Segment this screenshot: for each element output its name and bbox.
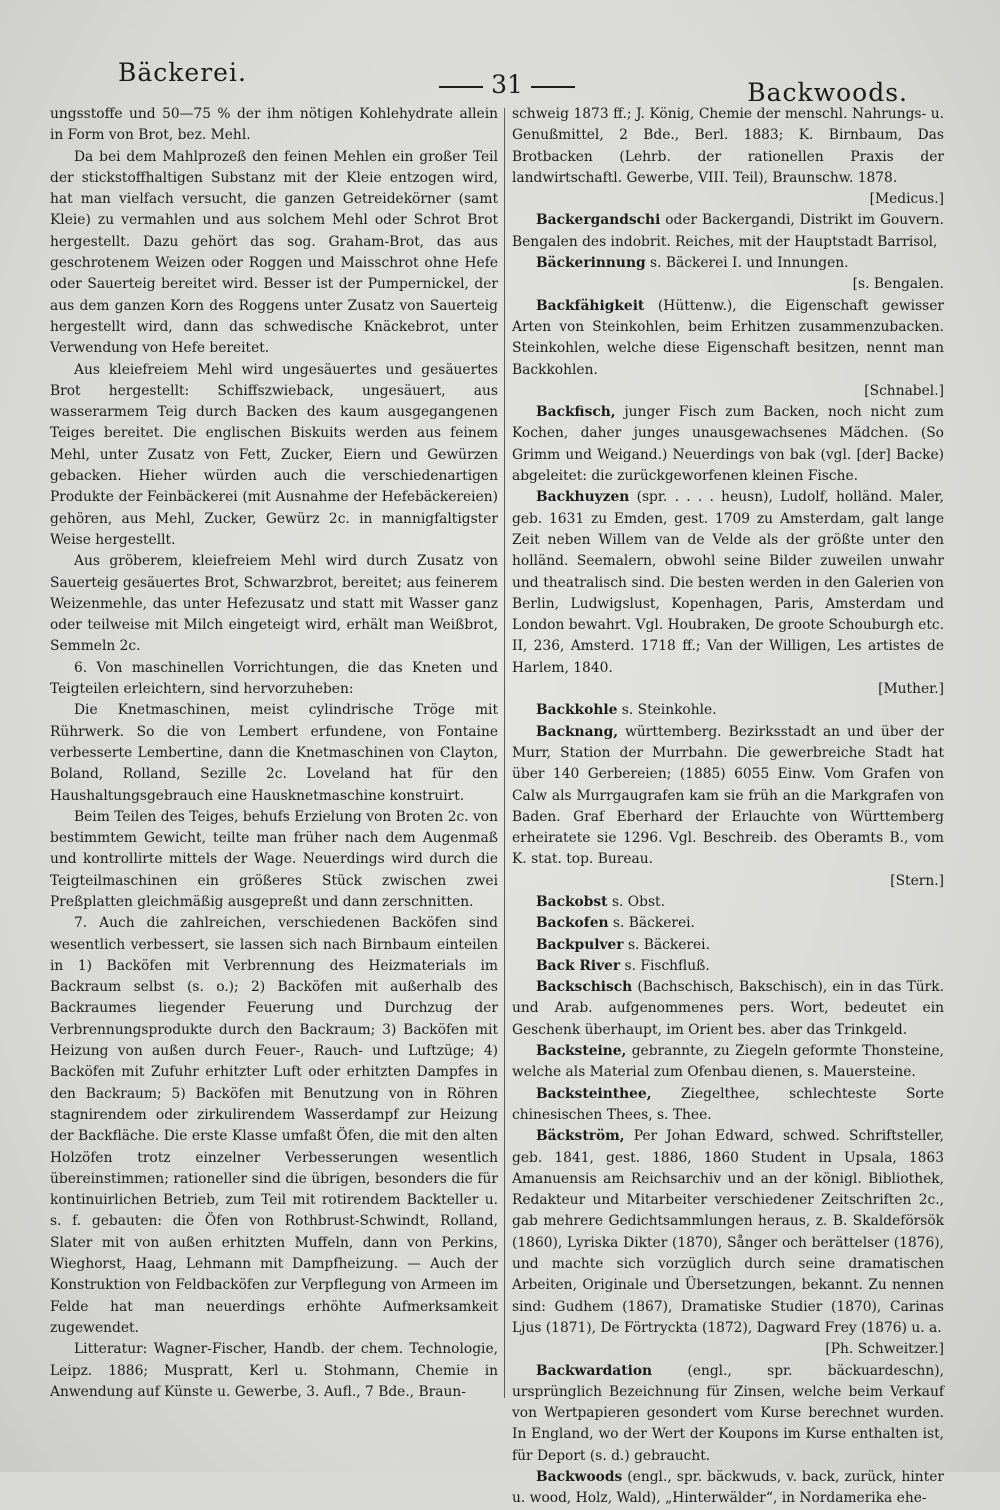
left-paragraph: Beim Teilen des Teiges, behufs Erzielung von Broten 2c. von bestimmtem Gewicht, teilte man früher nach dem Augenmaß und kontrollirte mittels der Wage. Neuerdings wird durch die Teigteilmaschinen ein größeres Stück zwischen zwei Preßplatten gleichmäßig ausgepreßt und dann zerschnitten. xyxy=(50,808,498,910)
entry-text: (engl., spr. bäckuardeschn), ursprünglich Bezeichnung für Zinsen, welche beim Verkauf von Wertpapieren gesondert vom Kurse berechnet wurden. In England, wo der Wert der Koupons im Kurse enthalten ist, für Deport (s. d.) gebraucht. xyxy=(512,1362,944,1464)
page-number: 31 xyxy=(491,70,523,99)
running-head-right: Backwoods. xyxy=(747,78,908,107)
entry-headword: Backsteine, xyxy=(536,1043,627,1060)
page-number-rule-left xyxy=(439,86,483,88)
entry-headword: Backhuyzen xyxy=(536,489,630,506)
lexicon-entry xyxy=(512,977,944,1041)
lexicon-entry xyxy=(512,700,944,721)
entry-author-signature: [Muther.] xyxy=(878,681,944,698)
entry-headword: Backergandschi xyxy=(536,212,661,229)
entry-text: s. Bäckerei I. und Innungen. xyxy=(650,255,849,272)
lexicon-entry xyxy=(512,1084,944,1127)
left-paragraph: Die Knetmaschinen, meist cylindrische Tröge mit Rührwerk. So die von Lembert erfundene, von Fontaine verbesserte Lembertine, dann die Knetmaschinen von Clayton, Boland, Rolland, Sezille 2c. Loveland hat für den Haushaltungsgebrauch eine Hausknetmaschine konstruirt. xyxy=(50,702,498,804)
entry-text: s. Bäckerei. xyxy=(612,915,695,932)
entry-text: s. Fischfluß. xyxy=(624,957,710,974)
lexicon-entry xyxy=(512,722,944,892)
entry-headword: Back River xyxy=(536,957,621,974)
right-column xyxy=(512,104,944,1510)
entry-headword: Bäckerinnung xyxy=(536,255,646,272)
left-paragraph: 6. Von maschinellen Vorrichtungen, die das Kneten und Teigteilen erleichtern, sind hervorzuheben: xyxy=(50,659,498,698)
left-paragraph: ungsstoffe und 50—75 % der ihm nötigen Kohlehydrate allein in Form von Brot, bez. Mehl. xyxy=(50,106,498,144)
entry-text: schweig 1873 ff.; J. König, Chemie der menschl. Nahrungs- u. Genußmittel, 2 Bde., Berl. 1883; K. Birnbaum, Das Brotbacken (Lehrb. der rationellen Praxis der landwirtschaftl. Gewerbe, VIII. Teil), Braunschw. 1878. xyxy=(512,106,944,186)
lexicon-entry xyxy=(512,935,944,956)
entry-text: (spr. . . . . heusn), Ludolf, holländ. Maler, geb. 1631 zu Emden, gest. 1709 zu Amsterdam, galt lange Zeit neben Willem van de Velde als der größte unter den holländ. Seemalern, obwohl seine Bilder zuweilen unwahr und theatralisch sind. Die besten werden in den Galerien von Berlin, Ludwigslust, Kopenhagen, Paris, Amsterdam und London bewahrt. Vgl. Houbraken, De groote Schouburgh etc. II, 236, Amsterd. 1718 ff.; Van der Willigen, Les artistes de Harlem, 1840. xyxy=(512,489,944,676)
entry-text: junger Fisch zum Backen, noch nicht zum Kochen, daher junges unausgewachsenes Mädchen. (So Grimm und Weigand.) Neuerdings von bak (vgl. [der] Backe) abgeleitet: die zurückgeworfenen kleinen Fische. xyxy=(512,404,944,485)
entry-text: Ziegelthee, schlechteste Sorte chinesischen Thees, s. Thee. xyxy=(512,1085,945,1123)
entry-author-signature: [Ph. Schweitzer.] xyxy=(825,1341,944,1358)
lexicon-entry xyxy=(512,253,944,296)
entry-author-signature: [Medicus.] xyxy=(869,191,944,208)
lexicon-entry xyxy=(512,487,944,700)
entry-text: (engl., spr. bäckwuds, v. back, zurück, hinter u. wood, Holz, Wald), „Hinterwälder“, in Nordamerika ehe- xyxy=(512,1469,944,1507)
entry-text: württemberg. Bezirksstadt an und über der Murr, Station der Murrbahn. Die gewerbreiche Stadt hat über 140 Gerbereien; (1885) 6055 Einw. Vom Grafen von Calw als Murrgaugrafen kam sie früh an die Markgrafen von Baden. Graf Eberhard der Erlauchte von Württemberg erheiratete sie 1296. Vgl. Beschreib. des Oberamts B., vom K. stat. top. Bureau. xyxy=(512,723,944,868)
left-column xyxy=(50,104,498,1403)
lexicon-entry xyxy=(512,1126,944,1360)
lexicon-entry xyxy=(512,104,944,210)
entry-headword: Backofen xyxy=(536,915,609,932)
entry-text: s. Steinkohle. xyxy=(621,702,717,719)
entry-author-signature: [Schnabel.] xyxy=(864,382,944,399)
lexicon-entry xyxy=(512,956,944,977)
entry-headword: Backwardation xyxy=(536,1362,653,1379)
entry-text: Per Johan Edward, schwed. Schriftsteller, geb. 1841, gest. 1886, 1860 Student in Upsala, 1863 Amanuensis am Reichsarchiv und an der königl. Bibliothek, Redakteur und Mitarbeiter verschiedener Zeitschriften 2c., gab mehrere Gedichtsammlungen heraus, z. B. Skaldeförsök (1860), Lyriska Dikter (1870), Sånger och berättelser (1876), und machte sich vorzüglich durch seine dramatischen Arbeiten, Originale und Übersetzungen, bekannt. Zu nennen sind: Gudhem (1867), Dramatiske Studier (1870), Carinas Ljus (1871), De Förtryckta (1872), Dagward Frey (1876) u. a. xyxy=(512,1128,945,1336)
entry-headword: Backnang, xyxy=(536,723,619,740)
column-divider xyxy=(504,108,505,1398)
entry-headword: Backpulver xyxy=(536,936,624,953)
lexicon-entry xyxy=(512,402,944,487)
entry-headword: Backfisch, xyxy=(536,404,616,421)
entry-author-signature: [s. Bengalen. xyxy=(852,276,944,293)
lexicon-entry xyxy=(512,913,944,934)
left-paragraph: Da bei dem Mahlprozeß den feinen Mehlen ein großer Teil der stickstoffhaltigen Substanz mit der Kleie entzogen wird, hat man vielfach versucht, die ganzen Getreidekörner (samt Kleie) zu vermahlen und aus solchem Mehl oder Schrot Brot hergestellt. Dazu gehört das sog. Graham-Brot, das aus geschrotenem Weizen oder Roggen und Maisschrot ohne Hefe oder Sauerteig bereitet wird. Besser ist der Pumpernickel, der aus dem ganzen Korn des Roggens unter Zusatz von Sauerteig hergestellt wird, dann das schwedische Knäckebrot, unter Verwendung von Hefe bereitet. xyxy=(50,148,498,357)
entry-headword: Backschisch xyxy=(536,979,633,996)
entry-text: s. Bäckerei. xyxy=(627,936,710,953)
entry-text: s. Obst. xyxy=(611,893,665,910)
page-number-rule-right xyxy=(531,86,575,88)
lexicon-entry xyxy=(512,296,944,402)
entry-text: (Hüttenw.), die Eigenschaft gewisser Arten von Steinkohlen, beim Erhitzen zusammenzubacken. Steinkohlen, welche diese Eigenschaft besitzen, nennt man Backkohlen. xyxy=(512,297,944,378)
entry-headword: Backfähigkeit xyxy=(536,297,645,314)
left-paragraph: Litteratur: Wagner-Fischer, Handb. der chem. Technologie, Leipz. 1886; Muspratt, Kerl u. Stohmann, Chemie in Anwendung auf Künste u. Gewerbe, 3. Aufl., 7 Bde., Braun- xyxy=(50,1341,498,1400)
lexicon-entry xyxy=(512,1361,944,1467)
entry-headword: Backobst xyxy=(536,893,608,910)
lexicon-entry xyxy=(512,210,944,253)
left-paragraph: Aus kleiefreiem Mehl wird ungesäuertes und gesäuertes Brot hergestellt: Schiffszwieback, ungesäuert, aus wasserarmem Teig durch Backen des kaum ausgegangenen Teiges bereitet. Die englischen Biskuits werden aus feinem Mehl, unter Zusatz von Fett, Zucker, Eiern und Gewürzen gebacken. Hieher würden auch die verschiedenartigen Produkte der Feinbäckerei (mit Ausnahme der Hefebäckereien) gehören, aus Mehl, Zucker, Gewürz 2c. in mannigfaltigster Weise hergestellt. xyxy=(50,361,498,548)
entry-text: gebrannte, zu Ziegeln geformte Thonsteine, welche als Material zum Ofenbau dienen, s. Mauersteine. xyxy=(512,1043,945,1081)
left-paragraph: Aus gröberem, kleiefreiem Mehl wird durch Zusatz von Sauerteig gesäuertes Brot, Schwarzbrot, bereitet; aus feinerem Weizenmehle, das unter Hefezusatz und statt mit Wasser ganz oder teilweise mit Milch eingeteigt wird, erhält man Weißbrot, Semmeln 2c. xyxy=(50,553,498,655)
entry-headword: Backsteinthee, xyxy=(536,1085,652,1102)
entry-headword: Backkohle xyxy=(536,702,618,719)
entry-headword: Backwoods xyxy=(536,1469,623,1485)
running-head-left: Bäckerei. xyxy=(118,58,247,87)
lexicon-entry xyxy=(512,892,944,913)
entry-text: oder Backergandi, Distrikt im Gouvern. Bengalen des indobrit. Reiches, mit der Hauptstadt Barrisol, xyxy=(512,212,944,250)
lexicon-entry xyxy=(512,1467,944,1510)
page-number-line xyxy=(427,70,587,99)
entry-headword: Bäckström, xyxy=(536,1128,625,1145)
entry-text: (Bachschisch, Bakschisch), ein in das Türk. und Arab. aufgenommenes pers. Wort, bedeutet ein Geschenk überhaupt, im Orient bes. aber das Trinkgeld. xyxy=(512,979,944,1038)
left-paragraph: 7. Auch die zahlreichen, verschiedenen Backöfen sind wesentlich verbessert, sie lassen sich nach Birnbaum einteilen in 1) Backöfen mit Verbrennung des Heizmaterials im Backraum selbst (s. o.); 2) Backöfen mit außerhalb des Backraumes liegender Feuerung und Durchzug der Verbrennungsprodukte durch den Backraum; 3) Backöfen mit Heizung von außen durch Feuer-, Rauch- und Luftzüge; 4) Backöfen mit Zufuhr erhitzter Luft oder erhitzten Dampfes in den Backraum; 5) Backöfen mit Benutzung von in Röhren stagnirendem oder zirkulirendem Wasserdampf zur Heizung der Backfläche. Die erste Klasse umfaßt Öfen, die mit den alten Holzöfen trotz einzelner Verbesserungen wesentlich übereinstimmen; rationeller sind die übrigen, besonders die für kontinuirlichen Betrieb, zum Teil mit rotirendem Backteller u. s. f. gebauten: die Öfen von Rothbrust-Schwindt, Rolland, Slater mit von außen erhitzten Muffeln, dann von Perkins, Wieghorst, Haag, Lehmann mit Dampfheizung. — Auch der Konstruktion von Feldbacköfen zur Verpflegung von Armeen im Felde hat man neuerdings erhöhte Aufmerksamkeit zugewendet. xyxy=(50,915,498,1336)
lexicon-entry xyxy=(512,1041,944,1084)
entry-author-signature: [Stern.] xyxy=(890,872,944,889)
